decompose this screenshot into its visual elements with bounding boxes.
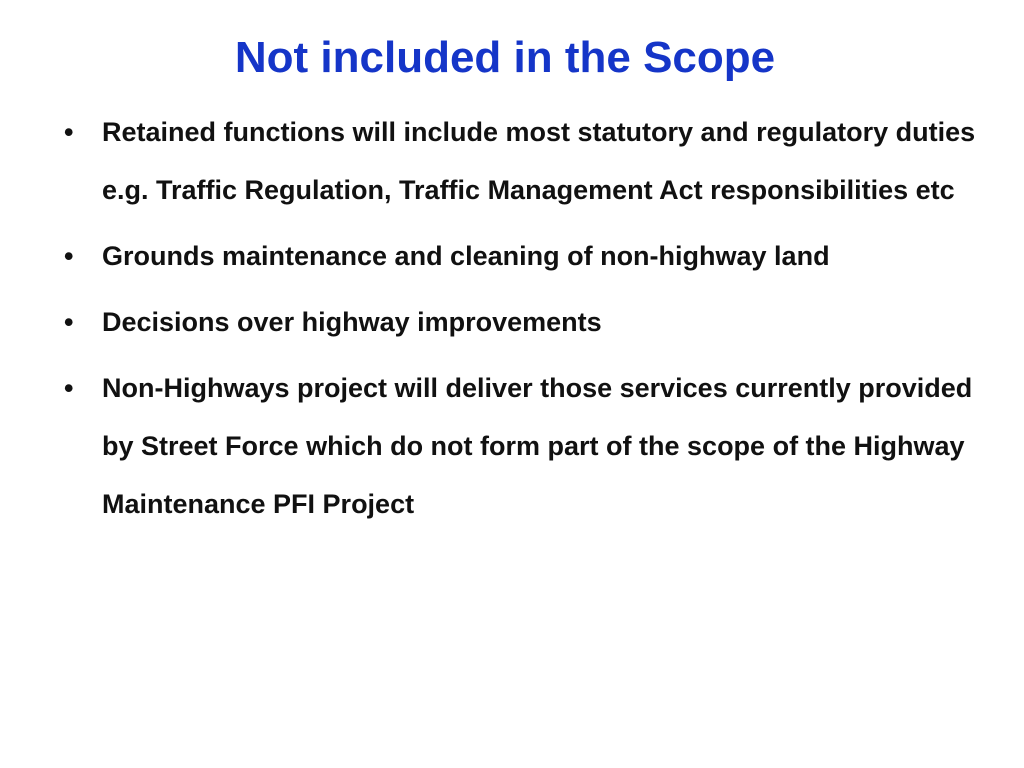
bullet-text: Non-Highways project will deliver those services currently provided by Street Force which do not form part of the scope of the Highway Maintenance PFI Project [102,373,973,519]
bullet-text: Decisions over highway improvements [102,307,602,337]
bullet-mark: • [64,117,74,147]
bullet-mark: • [64,307,74,337]
bullet-text: Grounds maintenance and cleaning of non-highway land [102,241,830,271]
bullet-item-highway-improvements [58,293,978,351]
slide-title: Not included in the Scope [234,33,776,82]
bullet-list [58,103,978,541]
bullet-item-grounds-maintenance [58,227,978,285]
bullet-item-non-highways-project [58,359,978,533]
bullet-text: Retained functions will include most statutory and regulatory duties e.g. Traffic Regulation, Traffic Management Act responsibilities etc [102,117,976,205]
bullet-mark: • [64,241,74,271]
bullet-item-retained-functions [58,103,978,219]
bullet-mark: • [64,373,74,403]
